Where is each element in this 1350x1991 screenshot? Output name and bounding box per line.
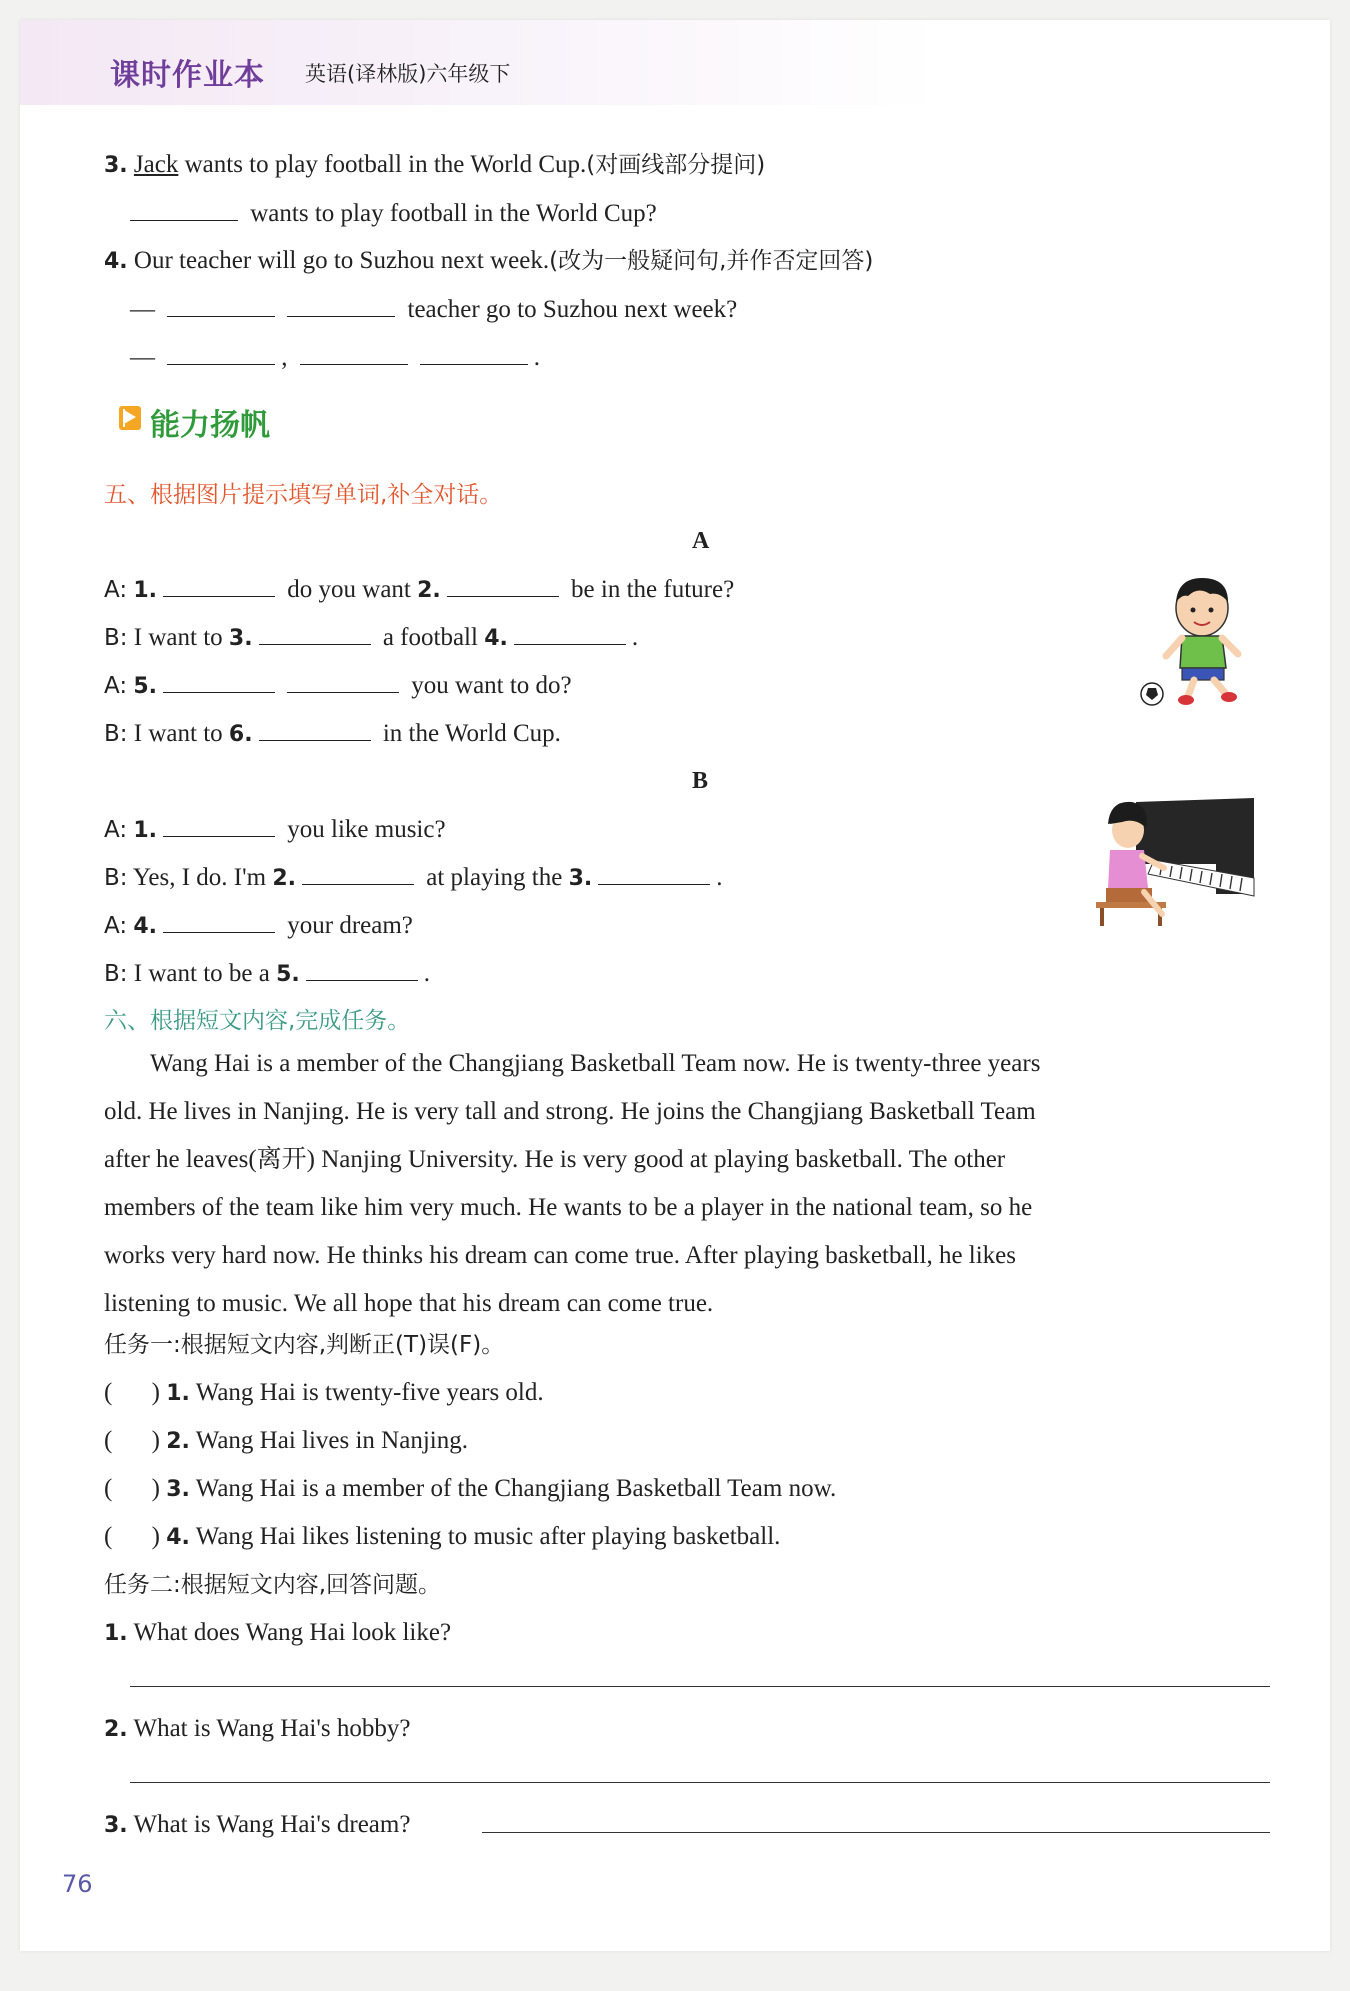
answer-blank[interactable] (259, 718, 371, 741)
tf-answer-box[interactable]: ( ) (104, 1379, 160, 1406)
instruction: (改为一般疑问句,并作否定回答) (549, 248, 874, 274)
answer-blank[interactable] (163, 910, 275, 933)
question-3: 3. Jack wants to play football in the World Cup.(对画线部分提问) (104, 151, 766, 178)
passage-line: listening to music. We all hope that his dream can come true. (104, 1290, 714, 1317)
answer-blank[interactable] (420, 342, 528, 365)
ability-heading: 能力扬帆 (150, 408, 270, 443)
short-answer-question-2: 2. What is Wang Hai's hobby? (104, 1715, 411, 1742)
answer-blank[interactable] (447, 574, 559, 597)
passage-line: old. He lives in Nanjing. He is very tall and strong. He joins the Changjiang Basketball Team (104, 1098, 1036, 1125)
book-subtitle: 英语(译林版)六年级下 (305, 62, 511, 86)
worksheet-page (20, 20, 1330, 1951)
dialogue-b-line-4: B: I want to be a 5. . (104, 960, 431, 987)
tf-item-1: ( ) 1. Wang Hai is twenty-five years old. (104, 1379, 544, 1406)
passage-line: works very hard now. He thinks his dream can come true. After playing basketball, he likes (104, 1242, 1017, 1269)
answer-line[interactable] (130, 1782, 1270, 1783)
dialogue-a-line-4: B: I want to 6. in the World Cup. (104, 720, 561, 747)
answer-line[interactable] (482, 1832, 1270, 1833)
tf-answer-box[interactable]: ( ) (104, 1427, 160, 1454)
dialogue-b-line-3: A: 4. your dream? (104, 912, 413, 939)
task-1-title: 任务一:根据短文内容,判断正(T)误(F)。 (104, 1332, 505, 1358)
dialogue-a-line-2: B: I want to 3. a football 4. . (104, 624, 639, 651)
tf-answer-box[interactable]: ( ) (104, 1475, 160, 1502)
girl-piano-illustration (1096, 794, 1256, 926)
answer-blank[interactable] (287, 294, 395, 317)
answer-blank[interactable] (163, 814, 275, 837)
answer-blank[interactable] (163, 670, 275, 693)
answer-blank[interactable] (306, 958, 418, 981)
dialogue-a-line-1: A: 1. do you want 2. be in the future? (104, 576, 735, 603)
answer-blank[interactable] (130, 198, 238, 221)
question-3-answer: wants to play football in the World Cup? (130, 198, 657, 229)
dialogue-a-label: A (692, 528, 710, 554)
section-6-title: 六、根据短文内容,完成任务。 (104, 1008, 411, 1034)
question-4-line-2: — , . (130, 344, 540, 371)
dialogue-b-line-1: A: 1. you like music? (104, 816, 446, 843)
boy-football-illustration (1138, 572, 1254, 710)
passage-line: Wang Hai is a member of the Changjiang Basketball Team now. He is twenty-three years (150, 1050, 1041, 1077)
dialogue-b-line-2: B: Yes, I do. I'm 2. at playing the 3. . (104, 864, 723, 891)
tf-item-4: ( ) 4. Wang Hai likes listening to music after playing basketball. (104, 1523, 781, 1550)
instruction: (对画线部分提问) (586, 152, 766, 178)
tf-answer-box[interactable]: ( ) (104, 1523, 160, 1550)
answer-blank[interactable] (514, 622, 626, 645)
tf-item-3: ( ) 3. Wang Hai is a member of the Changjiang Basketball Team now. (104, 1475, 837, 1502)
brand-title: 课时作业本 (110, 58, 265, 93)
answer-blank[interactable] (300, 342, 408, 365)
section-5-title: 五、根据图片提示填写单词,补全对话。 (104, 482, 503, 508)
answer-blank[interactable] (167, 342, 275, 365)
answer-blank[interactable] (167, 294, 275, 317)
task-2-title: 任务二:根据短文内容,回答问题。 (104, 1572, 442, 1598)
answer-blank[interactable] (259, 622, 371, 645)
underlined-word: Jack (133, 151, 179, 178)
answer-blank[interactable] (598, 862, 710, 885)
answer-line[interactable] (130, 1686, 1270, 1687)
answer-blank[interactable] (302, 862, 414, 885)
short-answer-question-3: 3. What is Wang Hai's dream? (104, 1811, 411, 1838)
dialogue-a-line-3: A: 5. you want to do? (104, 672, 572, 699)
dialogue-b-label: B (692, 768, 709, 794)
answer-blank[interactable] (287, 670, 399, 693)
passage-line: after he leaves(离开) Nanjing University. He is very good at playing basketball. The other (104, 1146, 1006, 1173)
passage-line: members of the team like him very much. He wants to be a player in the national team, so he (104, 1194, 1033, 1221)
reading-passage (104, 1040, 1284, 1328)
answer-blank[interactable] (163, 574, 275, 597)
short-answer-question-1: 1. What does Wang Hai look like? (104, 1619, 452, 1646)
question-4: 4. Our teacher will go to Suzhou next week.(改为一般疑问句,并作否定回答) (104, 247, 874, 274)
tf-item-2: ( ) 2. Wang Hai lives in Nanjing. (104, 1427, 468, 1454)
question-4-line-1: — teacher go to Suzhou next week? (130, 296, 738, 323)
page-number: 76 (62, 1870, 93, 1898)
flag-icon (118, 404, 144, 432)
